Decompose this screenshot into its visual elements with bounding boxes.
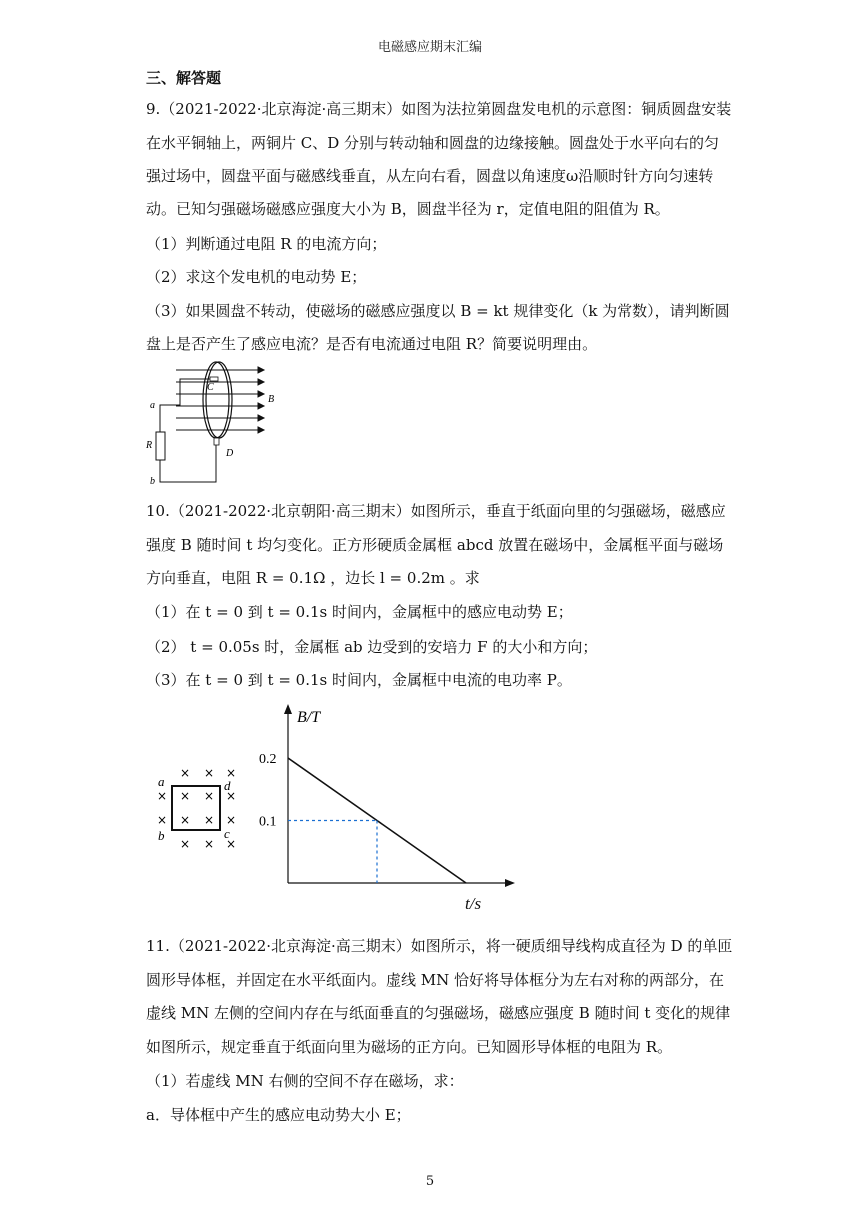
field-cross-mark: × bbox=[204, 837, 215, 851]
q9-line-4: 动。已知匀强磁场磁感应强度大小为 B，圆盘半径为 r，定值电阻的阻值为 R。 bbox=[146, 200, 670, 218]
label-d: D bbox=[226, 448, 234, 459]
x-axis-label: t/s bbox=[465, 894, 482, 913]
field-cross-mark: × bbox=[157, 789, 168, 803]
q9-line-2: 在水平铜轴上，两铜片 C、D 分别与转动轴和圆盘的边缘接触。圆盘处于水平向右的匀 bbox=[146, 134, 720, 152]
label-a: a bbox=[150, 400, 155, 411]
q11-line-3: 虚线 MN 左侧的空间内存在与纸面垂直的匀强磁场，磁感应强度 B 随时间 t 变化的规律 bbox=[146, 1004, 731, 1022]
y-tick-label: 0.1 bbox=[259, 814, 277, 830]
field-cross-mark: × bbox=[157, 813, 168, 827]
field-cross-mark: × bbox=[226, 766, 237, 780]
q11-line-4: 如图所示，规定垂直于纸面向里为磁场的正方向。已知圆形导体框的电阻为 R。 bbox=[146, 1038, 673, 1056]
label-d: d bbox=[224, 778, 231, 793]
label-b: b bbox=[158, 828, 165, 843]
q11-part-1: （1）若虚线 MN 右侧的空间不存在磁场，求： bbox=[146, 1072, 464, 1090]
q9-line-3: 强过场中，圆盘平面与磁感线垂直，从左向右看，圆盘以角速度ω沿顺时针方向匀速转 bbox=[146, 167, 714, 185]
q9-line-1: 9.（2021-2022·北京海淀·高三期末）如图为法拉第圆盘发电机的示意图：铜质圆盘安装 bbox=[146, 100, 732, 118]
brush-d bbox=[214, 438, 219, 445]
y-axis-arrow bbox=[284, 704, 292, 714]
field-cross-mark: × bbox=[226, 789, 237, 803]
page-number: 5 bbox=[425, 1174, 435, 1189]
label-b: b bbox=[150, 476, 155, 487]
q9-part-3-line-1: （3）如果圆盘不转动，使磁场的磁感应强度以 B = kt 规律变化（k 为常数），请判断圆 bbox=[146, 302, 730, 320]
field-cross-mark: × bbox=[180, 789, 191, 803]
label-c: c bbox=[224, 826, 230, 841]
q11-line-2: 圆形导体框，并固定在水平纸面内。虚线 MN 恰好将导体框分为左右对称的两部分，在 bbox=[146, 971, 725, 989]
field-cross-mark: × bbox=[180, 813, 191, 827]
brush-c bbox=[210, 377, 218, 381]
x-axis-arrow bbox=[505, 879, 515, 887]
field-cross-mark: × bbox=[226, 813, 237, 827]
field-cross-mark: × bbox=[180, 766, 191, 780]
field-cross-mark: × bbox=[204, 789, 215, 803]
q9-part-2: （2）求这个发电机的电动势 E； bbox=[146, 268, 367, 286]
q10-line-2: 强度 B 随时间 t 均匀变化。正方形硬质金属框 abcd 放置在磁场中，金属框平面与磁场 bbox=[146, 536, 724, 554]
q9-part-1: （1）判断通过电阻 R 的电流方向； bbox=[146, 235, 387, 253]
q11-line-1: 11.（2021-2022·北京海淀·高三期末）如图所示，将一硬质细导线构成直径为 D 的单匝 bbox=[146, 937, 733, 955]
field-cross-mark: × bbox=[180, 837, 191, 851]
q10-part-3: （3）在 t = 0 到 t = 0.1s 时间内，金属框中电流的电功率 P。 bbox=[146, 671, 572, 689]
q9-disc-generator-figure bbox=[140, 360, 290, 490]
label-a: a bbox=[158, 774, 165, 789]
q10-bt-chart bbox=[255, 700, 525, 890]
q9-part-3-line-2: 盘上是否产生了感应电流？是否有电流通过电阻 R？简要说明理由。 bbox=[146, 335, 598, 353]
q10-metal-frame-figure bbox=[152, 764, 244, 856]
page-header: 电磁感应期末汇编 bbox=[377, 40, 482, 55]
label-field-b: B bbox=[268, 394, 275, 405]
field-cross-mark: × bbox=[226, 837, 237, 851]
q10-line-3: 方向垂直，电阻 R = 0.1Ω ，边长 l = 0.2m 。求 bbox=[146, 569, 480, 587]
copper-disc bbox=[203, 362, 229, 438]
label-c: C bbox=[207, 382, 214, 393]
y-tick-label: 0.2 bbox=[259, 752, 277, 767]
q10-part-1: （1）在 t = 0 到 t = 0.1s 时间内，金属框中的感应电动势 E； bbox=[146, 603, 573, 621]
section-title: 三、解答题 bbox=[146, 69, 222, 87]
q11-part-1a: a．导体框中产生的感应电动势大小 E； bbox=[146, 1106, 411, 1124]
q10-part-2: （2） t = 0.05s 时，金属框 ab 边受到的安培力 F 的大小和方向； bbox=[146, 638, 598, 656]
field-cross-mark: × bbox=[204, 813, 215, 827]
field-lines bbox=[176, 367, 264, 433]
y-axis-label: B/T bbox=[297, 709, 321, 726]
q10-line-1: 10.（2021-2022·北京朝阳·高三期末）如图所示，垂直于纸面向里的匀强磁场，磁感应 bbox=[146, 502, 726, 520]
field-cross-mark: × bbox=[204, 766, 215, 780]
label-r: R bbox=[146, 440, 153, 451]
